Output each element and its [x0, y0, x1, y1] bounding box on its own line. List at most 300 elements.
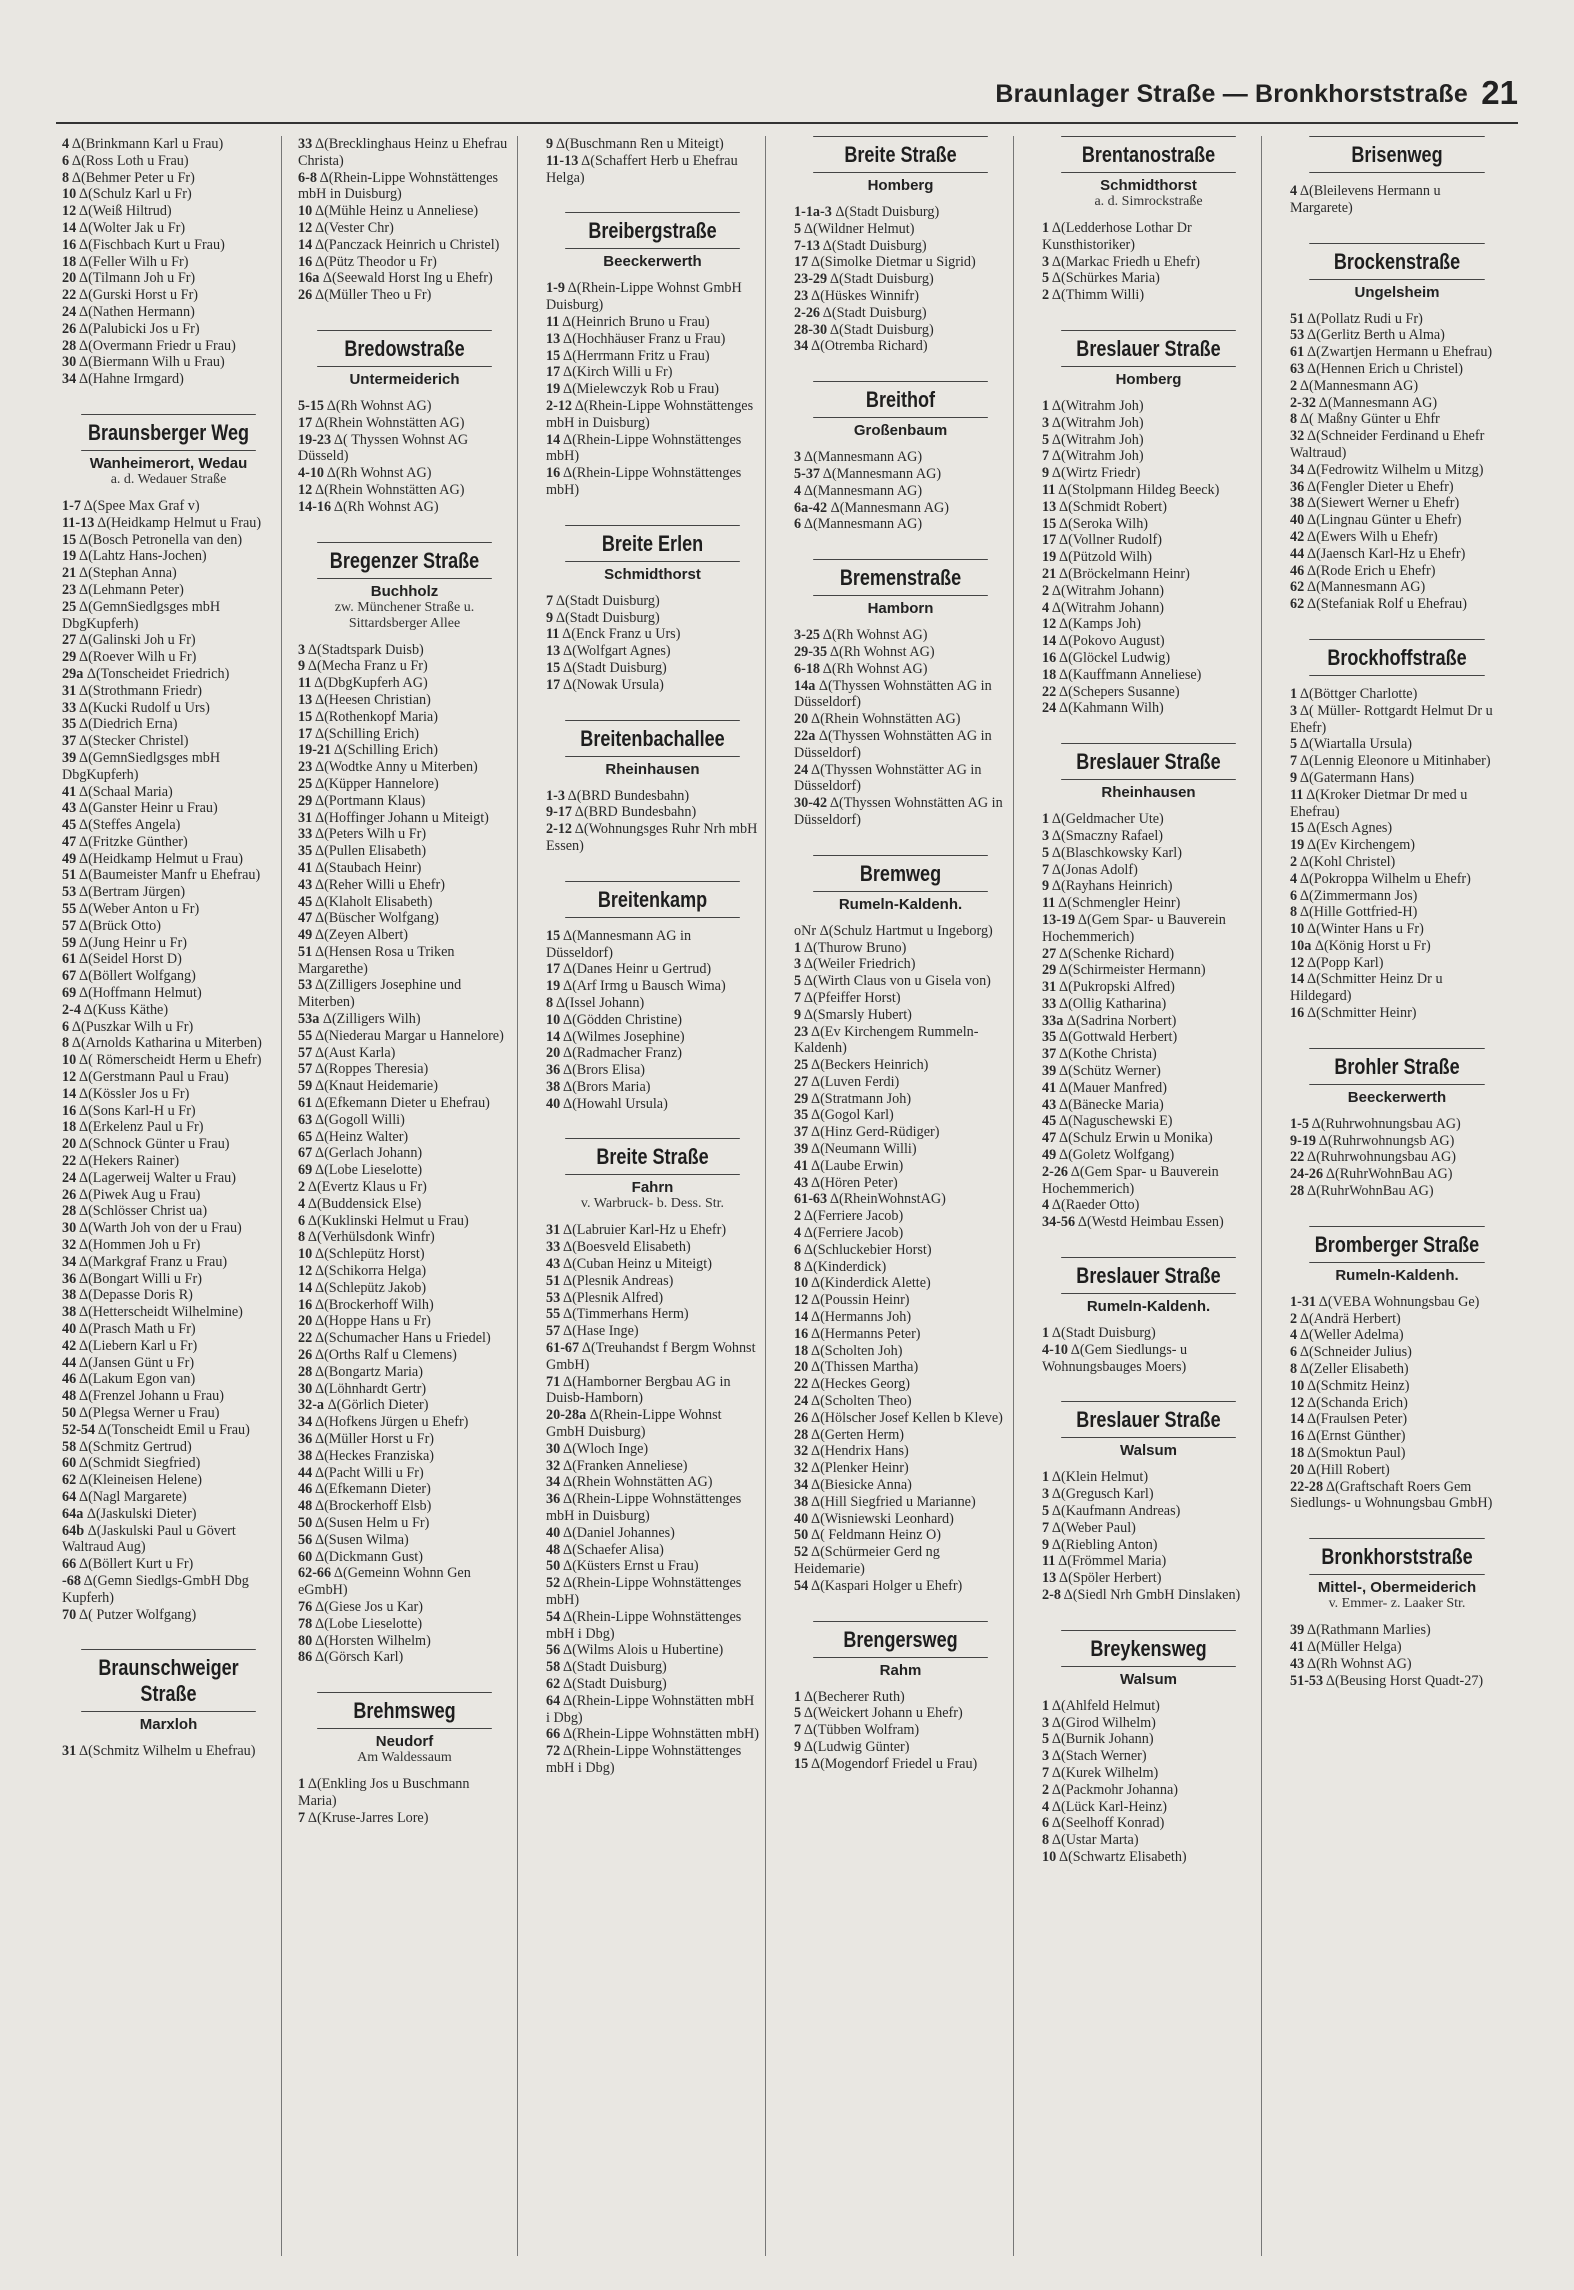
directory-entry: 72 Δ(Rhein-Lippe Wohnstättenges mbH i Dbg) [546, 1743, 742, 1776]
directory-entry: 22 Δ(Gurski Horst u Fr) [62, 287, 199, 304]
directory-entry: 3 Δ( Müller- Rottgardt Helmut Dr u Ehefr) [1290, 702, 1493, 736]
directory-entry: 31 Δ(Hoffinger Johann u Miteigt) [298, 809, 489, 826]
district-name: Homberg [1115, 370, 1182, 388]
column-4 [790, 136, 1014, 2256]
house-number: 3 [1042, 1714, 1050, 1731]
house-number: 14 [1290, 1411, 1305, 1428]
house-number: 1-9 [546, 280, 565, 297]
house-number: 12 [1042, 616, 1057, 633]
house-number: 10 [62, 1052, 77, 1069]
house-number: 26 [298, 1347, 313, 1364]
directory-entry: 8 Δ(Verhülsdonk Winfr) [298, 1229, 435, 1246]
directory-entry: 32 Δ(Hendrix Hans) [794, 1443, 909, 1460]
directory-entry: 60 Δ(Dickmann Gust) [298, 1548, 423, 1565]
house-number: 6 [1042, 1815, 1050, 1832]
house-number: 13 [546, 643, 561, 660]
directory-entry: 7-13 Δ(Stadt Duisburg) [794, 237, 927, 254]
directory-entry: 34 Δ(Fedrowitz Wilhelm u Mitzg) [1290, 461, 1484, 478]
directory-entry: 11 Δ(Frömmel Maria) [1042, 1553, 1167, 1570]
directory-entry: 40 Δ(Lingnau Günter u Ehefr) [1290, 512, 1462, 529]
street-name: Bregenzer Straße [317, 542, 492, 579]
house-number: 1 [794, 939, 802, 956]
district-name: Rahm [879, 1661, 922, 1679]
directory-entry: 62 Δ(Stefaniak Rolf u Ehefrau) [1290, 596, 1467, 613]
house-number: 15 [546, 347, 561, 364]
directory-entry: 3 Δ(Gregusch Karl) [1042, 1486, 1154, 1503]
street-name: Brisenweg [1309, 136, 1484, 173]
directory-entry: 10 Δ(Mühle Heinz u Anneliese) [298, 203, 479, 220]
directory-entry: 32-a Δ(Görlich Dieter) [298, 1397, 429, 1414]
district-name: Beeckerwerth [603, 253, 702, 271]
directory-entry: 6a-42 Δ(Mannesmann AG) [794, 499, 949, 516]
directory-entry: 51-53 Δ(Beusing Horst Quadt-27) [1290, 1672, 1484, 1689]
house-number: 65 [298, 1128, 313, 1145]
district-name: Ungelsheim [1354, 283, 1440, 301]
directory-entry: 22 Δ(Hekers Rainer) [62, 1153, 180, 1170]
house-number: 67 [298, 1145, 313, 1162]
directory-entry: 61-63 Δ(RheinWohnstAG) [794, 1191, 946, 1208]
directory-entry: 13 Δ(Schmidt Robert) [1042, 498, 1167, 515]
house-number: 34 [62, 1253, 77, 1270]
directory-entry: 43 Δ(Reher Willi u Ehefr) [298, 876, 445, 893]
house-number: 37 [1042, 1046, 1057, 1063]
house-number: 48 [546, 1541, 561, 1558]
directory-entry: 9 Δ(Wirtz Friedr) [1042, 465, 1141, 482]
directory-entry: 12 Δ(Kamps Joh) [1042, 616, 1141, 633]
directory-entry: 59 Δ(Knaut Heidemarie) [298, 1078, 438, 1095]
house-number: 33 [298, 826, 313, 843]
directory-entry: 26 Δ(Hölscher Josef Kellen b Kleve) [794, 1409, 1003, 1426]
directory-entry: 2-12 Δ(Rhein-Lippe Wohnstättenges mbH in Duisburg) [546, 397, 754, 431]
house-number: 9 [1042, 1536, 1050, 1553]
house-number: 23 [794, 1023, 809, 1040]
directory-entry: 11 Δ(Schmengler Heinr) [1042, 895, 1181, 912]
house-number: 28 [62, 337, 77, 354]
street-name: Braunschweiger Straße [81, 1649, 256, 1712]
directory-entry: 62-66 Δ(Gemeinn Wohnn Gen eGmbH) [298, 1565, 471, 1599]
house-number: 1 [1042, 220, 1050, 236]
directory-entry: 2 Δ(Kohl Christel) [1290, 853, 1396, 870]
directory-entry: 49 Δ(Zeyen Albert) [298, 927, 408, 944]
house-number: 28-30 [794, 321, 828, 338]
directory-entry: 20-28a Δ(Rhein-Lippe Wohnst GmbH Duisburg) [546, 1407, 722, 1441]
directory-entry: 5 Δ(Blaschkowsky Karl) [1042, 844, 1182, 861]
house-number: 15 [1290, 820, 1305, 837]
street-name: Brohler Straße [1309, 1048, 1484, 1085]
house-number: 2 [794, 1208, 802, 1225]
directory-entry: 50 Δ(Susen Helm u Fr) [298, 1514, 430, 1531]
house-number: 7 [298, 1809, 306, 1826]
house-number: 17 [546, 364, 561, 381]
house-number: 34 [62, 371, 77, 388]
house-number: 2-26 [1042, 1163, 1069, 1180]
directory-entry: 51 Δ(Baumeister Manfr u Ehefrau) [62, 867, 261, 884]
house-number: 12 [1290, 1394, 1305, 1411]
running-title: Braunlager Straße — Bronkhorststraße [995, 80, 1468, 108]
directory-entry: 3 Δ(Markac Friedh u Ehefr) [1042, 253, 1201, 270]
house-number: 1-1a-3 [794, 204, 832, 220]
directory-entry: 4 Δ(Buddensick Else) [298, 1195, 422, 1212]
directory-entry: 24 Δ(Thyssen Wohnstätter AG in Düsseldorf) [794, 761, 982, 795]
directory-entry: 6 Δ(Schneider Julius) [1290, 1344, 1412, 1361]
directory-entry: 14 Δ(Schlepütz Jakob) [298, 1279, 427, 1296]
house-number: 11 [1042, 1553, 1056, 1570]
house-number: 11 [1290, 786, 1304, 803]
house-number: 86 [298, 1649, 313, 1666]
directory-entry: 16 Δ(Pütz Theodor u Fr) [298, 253, 437, 270]
house-number: 31 [62, 682, 77, 699]
directory-entry: 38 Δ(Hill Siegfried u Marianne) [794, 1493, 976, 1510]
directory-entry: 29-35 Δ(Rh Wohnst AG) [794, 643, 935, 660]
street-name: Brockenstraße [1309, 243, 1484, 280]
house-number: 44 [62, 1354, 77, 1371]
house-number: 41 [1042, 1079, 1057, 1096]
house-number: 6 [1290, 887, 1298, 904]
house-number: 5 [1042, 1503, 1050, 1520]
street-heading [546, 881, 759, 918]
directory-entry: 51 Δ(Pollatz Rudi u Fr) [1290, 310, 1423, 327]
house-number: 11 [1042, 895, 1056, 912]
house-number: 43 [298, 876, 313, 893]
house-number: 33 [62, 699, 77, 716]
directory-entry: 24 Δ(Nathen Hermann) [62, 303, 195, 320]
house-number: 9 [298, 658, 306, 675]
directory-entry: 5 Δ(Burnik Johann) [1042, 1731, 1154, 1748]
directory-entry: 17 Δ(Danes Heinr u Gertrud) [546, 961, 712, 978]
house-number: 2 [1042, 582, 1050, 599]
house-number: 22 [298, 1330, 313, 1347]
house-number: 16 [1290, 1005, 1305, 1022]
house-number: 7-13 [794, 237, 821, 254]
house-number: 53 [546, 1289, 561, 1306]
directory-entry: 48 Δ(Frenzel Johann u Frau) [62, 1388, 224, 1405]
directory-entry: 29 Δ(Stratmann Joh) [794, 1090, 912, 1107]
house-number: 31 [62, 1743, 77, 1760]
directory-entry: 16 Δ(Sons Karl-H u Fr) [62, 1102, 196, 1119]
directory-entry: 20 Δ(Radmacher Franz) [546, 1045, 682, 1062]
house-number: 2-12 [546, 821, 573, 838]
directory-entry: 1 Δ(Witrahm Joh) [1042, 397, 1144, 414]
directory-entry: 43 Δ(Bänecke Maria) [1042, 1096, 1164, 1113]
house-number: 12 [62, 1069, 77, 1086]
house-number: 62 [62, 1472, 77, 1489]
directory-entry: 29 Δ(Portmann Klaus) [298, 792, 426, 809]
directory-entry: 33 Δ(Peters Wilh u Fr) [298, 826, 427, 843]
house-number: 3 [1042, 1748, 1050, 1765]
directory-entry: 54 Δ(Rhein-Lippe Wohnstättenges mbH i Dbg) [546, 1608, 742, 1642]
directory-entry: 10 Δ( Römerscheidt Herm u Ehefr) [62, 1052, 262, 1069]
house-number: 2-26 [794, 304, 821, 321]
house-number: 4 [794, 1225, 802, 1242]
directory-entry: 6 Δ(Kuklinski Helmut u Frau) [298, 1212, 469, 1229]
directory-entry: 15 Δ(Esch Agnes) [1290, 820, 1393, 837]
house-number: 17 [546, 961, 561, 978]
house-number: 62-66 [298, 1565, 332, 1582]
directory-entry: 62 Δ(Mannesmann AG) [1290, 579, 1426, 596]
directory-entry: 78 Δ(Lobe Lieselotte) [298, 1615, 423, 1632]
house-number: 4-10 [1042, 1341, 1069, 1358]
house-number: 61-67 [546, 1340, 580, 1357]
house-number: 19-23 [298, 431, 332, 448]
district-name: Rumeln-Kaldenh. [1335, 1266, 1459, 1284]
directory-entry: 16a Δ(Seewald Horst Ing u Ehefr) [298, 270, 493, 287]
directory-entry: 58 Δ(Schmitz Gertrud) [62, 1438, 192, 1455]
street-name: Brentanostraße [1061, 136, 1236, 173]
house-number: 58 [546, 1659, 561, 1676]
directory-entry: 10 Δ(Winter Hans u Fr) [1290, 921, 1424, 938]
directory-entry: 38 Δ(Brors Maria) [546, 1078, 651, 1095]
directory-entry: 1-5 Δ(Ruhrwohnungsbau AG) [1290, 1115, 1461, 1132]
house-number: 49 [1042, 1147, 1057, 1164]
street-heading [1290, 1538, 1504, 1612]
house-number: 15 [546, 659, 561, 676]
directory-entry: 45 Δ(Klaholt Elisabeth) [298, 893, 433, 910]
house-number: 34 [546, 1474, 561, 1491]
directory-entry: 52 Δ(Schürmeier Gerd ng Heidemarie) [794, 1544, 940, 1577]
directory-entry: 8 Δ(Behmer Peter u Fr) [62, 169, 195, 186]
house-number: 5 [1042, 431, 1050, 448]
house-number: 19 [546, 978, 561, 995]
directory-entry: 20 Δ(Tilmann Joh u Fr) [62, 270, 196, 287]
house-number: 7 [1042, 1519, 1050, 1536]
directory-entry: 36 Δ(Müller Horst u Fr) [298, 1431, 435, 1447]
directory-entry: -68 Δ(Gemn Siedlgs-GmbH Dbg Kupferh) [62, 1572, 249, 1606]
house-number: 51 [546, 1272, 561, 1289]
house-number: 29 [794, 1090, 809, 1107]
house-number: 6 [62, 1018, 70, 1035]
house-number: 30 [62, 354, 77, 371]
directory-entry: 1 Δ(Stadt Duisburg) [1042, 1325, 1156, 1342]
house-number: 18 [1290, 1445, 1305, 1462]
page-number: 21 [1481, 74, 1518, 111]
directory-entry: 17 Δ(Rhein Wohnstätten AG) [298, 414, 465, 431]
house-number: 60 [62, 1455, 77, 1472]
directory-entry: 6 Δ(Zimmermann Jos) [1290, 887, 1418, 904]
house-number: 38 [1290, 495, 1305, 512]
house-number: 57 [298, 1044, 313, 1061]
house-number: 46 [1290, 562, 1305, 579]
directory-entry: 20 Δ(Rhein Wohnstätten AG) [794, 711, 961, 728]
directory-entry: 5-37 Δ(Mannesmann AG) [794, 465, 942, 482]
house-number: 49 [62, 850, 77, 867]
house-number: 40 [62, 1321, 77, 1337]
house-number: 16 [794, 1325, 809, 1342]
directory-entry: 4-10 Δ(Gem Siedlungs- u Wohnungsbauges Moers) [1042, 1341, 1188, 1375]
house-number: 29 [62, 649, 77, 666]
house-number: 9 [1042, 465, 1050, 482]
directory-entry: 11 Δ(Kroker Dietmar Dr med u Ehefrau) [1290, 786, 1468, 820]
directory-entry: 32 Δ(Franken Anneliese) [546, 1457, 688, 1474]
house-number: 4 [1042, 599, 1050, 616]
house-number: 16 [1042, 649, 1057, 666]
directory-entry: 34 Δ(Hofkens Jürgen u Ehefr) [298, 1414, 469, 1431]
directory-entry: 4 Δ(Ferriere Jacob) [794, 1225, 904, 1242]
house-number: 5 [1042, 844, 1050, 861]
district-name: Großenbaum [853, 422, 948, 440]
district-name: Homberg [867, 177, 934, 194]
house-number: 30 [298, 1380, 313, 1397]
house-number: 57 [62, 917, 77, 934]
directory-entry: 11 Δ(Enck Franz u Urs) [546, 626, 681, 643]
district-name: Wanheimerort, Wedau [89, 454, 248, 472]
house-number: 1 [1042, 811, 1050, 828]
house-number: 64b [62, 1522, 85, 1539]
directory-entry: 22 Δ(Ruhrwohnungsbau AG) [1290, 1149, 1456, 1166]
directory-entry: 4 Δ(Witrahm Johann) [1042, 599, 1165, 616]
house-number: 23 [298, 759, 313, 776]
house-number: 62 [1290, 596, 1305, 613]
directory-entry: 14 Δ(Pokovo August) [1042, 633, 1165, 650]
directory-entry: 13 Δ(Wolfgart Agnes) [546, 643, 671, 660]
house-number: 24-26 [1290, 1166, 1324, 1183]
directory-entry: 2-8 Δ(Siedl Nrh GmbH Dinslaken) [1042, 1587, 1241, 1604]
directory-entry: 36 Δ(Brors Elisa) [546, 1062, 645, 1079]
house-number: 26 [298, 287, 313, 304]
street-heading [546, 212, 759, 270]
house-number: 33 [298, 136, 313, 152]
street-name: Braunsberger Weg [81, 414, 256, 451]
directory-entry: 62 Δ(Stadt Duisburg) [546, 1676, 667, 1692]
house-number: 39 [1042, 1063, 1057, 1080]
house-number: 3 [1042, 253, 1050, 270]
house-number: 69 [62, 985, 77, 1002]
house-number: 25 [794, 1057, 809, 1074]
directory-entry: 35 Δ(Pullen Elisabeth) [298, 843, 427, 860]
directory-entry: 7 Δ(Jonas Adolf) [1042, 861, 1138, 878]
directory-entry: 41 Δ(Müller Helga) [1290, 1639, 1402, 1656]
house-number: 20 [62, 270, 77, 287]
directory-entry: 1 Δ(Ledderhose Lothar Dr Kunsthistoriker) [1042, 220, 1192, 253]
directory-entry: 19-23 Δ( Thyssen Wohnst AG Düsseld) [298, 431, 469, 465]
house-number: 34 [1290, 461, 1305, 478]
directory-entry: 9 Δ(Riebling Anton) [1042, 1536, 1158, 1553]
house-number: 47 [62, 833, 77, 850]
house-number: 33a [1042, 1012, 1064, 1029]
directory-entry: 6 Δ(Ross Loth u Frau) [62, 152, 189, 169]
house-number: 11-13 [62, 514, 95, 531]
house-number: -68 [62, 1572, 81, 1589]
house-number: 31 [546, 1222, 561, 1239]
directory-entry: 3 Δ(Stadtspark Duisb) [298, 641, 424, 658]
house-number: 1 [298, 1776, 306, 1793]
house-number: 37 [62, 733, 77, 750]
house-number: 32 [1290, 428, 1305, 445]
house-number: 64 [62, 1488, 77, 1505]
house-number: 4 [794, 482, 802, 499]
directory-entry: 10 Δ(Kinderdick Alette) [794, 1275, 931, 1292]
house-number: 61-63 [794, 1191, 828, 1208]
column-1 [58, 136, 282, 2256]
house-number: 64 [546, 1692, 561, 1709]
house-number: 6 [1290, 1344, 1298, 1361]
house-number: 1 [794, 1688, 802, 1705]
directory-entry: 44 Δ(Jaensch Karl-Hz u Ehefr) [1290, 545, 1466, 562]
house-number: 9-19 [1290, 1132, 1317, 1149]
directory-entry: 60 Δ(Schmidt Siegfried) [62, 1455, 201, 1472]
directory-entry: 5 Δ(Schürkes Maria) [1042, 270, 1160, 287]
directory-entry: 31 Δ(Pukropski Alfred) [1042, 979, 1175, 996]
house-number: 56 [546, 1642, 561, 1659]
house-number: 55 [62, 901, 77, 918]
directory-entry: 23 Δ(Hüskes Winnifr) [794, 287, 919, 304]
house-number: 5 [1290, 736, 1298, 753]
directory-entry: 20 Δ(Schnock Günter u Frau) [62, 1136, 230, 1153]
house-number: 31 [1042, 979, 1057, 996]
house-number: 43 [1290, 1655, 1305, 1672]
directory-entry: 19 Δ(Mielewczyk Rob u Frau) [546, 381, 720, 398]
house-number: 12 [298, 1263, 313, 1280]
directory-entry: 2-26 Δ(Gem Spar- u Bauverein Hochemmerich) [1042, 1163, 1219, 1197]
house-number: 9 [794, 1006, 802, 1023]
street-heading [298, 330, 511, 388]
house-number: 7 [1042, 1765, 1050, 1781]
house-number: 62 [546, 1676, 561, 1692]
house-number: 16 [1290, 1428, 1305, 1445]
house-number: 5-15 [298, 397, 325, 414]
house-number: 42 [1290, 528, 1305, 545]
directory-entry: 37 Δ(Hinz Gerd-Rüdiger) [794, 1124, 940, 1141]
directory-entry: 16 Δ(Hermanns Peter) [794, 1325, 921, 1342]
house-number: 22 [794, 1376, 809, 1393]
directory-entry: 2 Δ(Ferriere Jacob) [794, 1208, 904, 1225]
house-number: 28 [794, 1426, 809, 1443]
directory-entry: 24-26 Δ(RuhrWohnBau AG) [1290, 1166, 1453, 1183]
house-number: 22 [62, 287, 77, 304]
directory-entry: 4 Δ(Lück Karl-Heinz) [1042, 1798, 1167, 1815]
directory-entry: 26 Δ(Orths Ralf u Clemens) [298, 1347, 457, 1364]
directory-entry: 43 Δ(Hören Peter) [794, 1174, 898, 1191]
directory-entry: 7 Δ(Lennig Eleonore u Mitinhaber) [1290, 753, 1491, 770]
directory-entry: 29a Δ(Tonscheidet Friedrich) [62, 665, 230, 682]
directory-entry: 2 Δ(Witrahm Johann) [1042, 582, 1165, 599]
house-number: 14 [298, 236, 313, 253]
house-number: 8 [298, 1229, 306, 1246]
directory-entry: 43 Δ(Rh Wohnst AG) [1290, 1655, 1412, 1672]
house-number: 2 [298, 1179, 306, 1196]
street-heading [298, 1692, 511, 1766]
house-number: 5 [794, 973, 802, 990]
directory-entry: 12 Δ(Rhein Wohnstätten AG) [298, 481, 465, 498]
house-number: 16 [62, 236, 77, 253]
house-number: 6 [298, 1212, 306, 1229]
directory-entry: 25 Δ(Küpper Hannelore) [298, 775, 439, 792]
house-number: 8 [794, 1258, 802, 1275]
directory-entry: 39 Δ(GemnSiedlgsges mbH DbgKupferh) [62, 749, 221, 783]
directory-entry: 10 Δ(Schwartz Elisabeth) [1042, 1848, 1187, 1865]
house-number: 53 [62, 884, 77, 901]
directory-entry: 4 Δ(Bleilevens Hermann u Margarete) [1290, 183, 1441, 216]
directory-entry: 30 Δ(Wloch Inge) [546, 1440, 649, 1457]
house-number: 15 [794, 1755, 809, 1772]
house-number: 11 [546, 313, 560, 330]
directory-entry: 32 Δ(Hommen Joh u Fr) [62, 1237, 201, 1254]
directory-entry: 15 Δ(Stadt Duisburg) [546, 659, 667, 676]
directory-entry: 61 Δ(Seidel Horst D) [62, 951, 182, 968]
house-number: 50 [546, 1558, 561, 1575]
directory-entry: 40 Δ(Daniel Johannes) [546, 1524, 675, 1541]
directory-entry: 37 Δ(Stecker Christel) [62, 733, 189, 750]
directory-entry: 25 Δ(Beckers Heinrich) [794, 1057, 929, 1074]
house-number: 3 [1290, 702, 1298, 719]
directory-entry: 3 Δ(Weiler Friedrich) [794, 956, 916, 973]
house-number: 17 [546, 676, 561, 693]
directory-entry: 63 Δ(Hennen Erich u Christel) [1290, 360, 1464, 377]
house-number: 12 [62, 203, 77, 220]
house-number: 5-37 [794, 465, 821, 482]
directory-entry: 53 Δ(Gerlitz Berth u Alma) [1290, 327, 1445, 344]
street-name: Breite Straße [813, 136, 988, 173]
directory-entry: 53 Δ(Zilligers Josephine und Miterben) [298, 977, 462, 1011]
